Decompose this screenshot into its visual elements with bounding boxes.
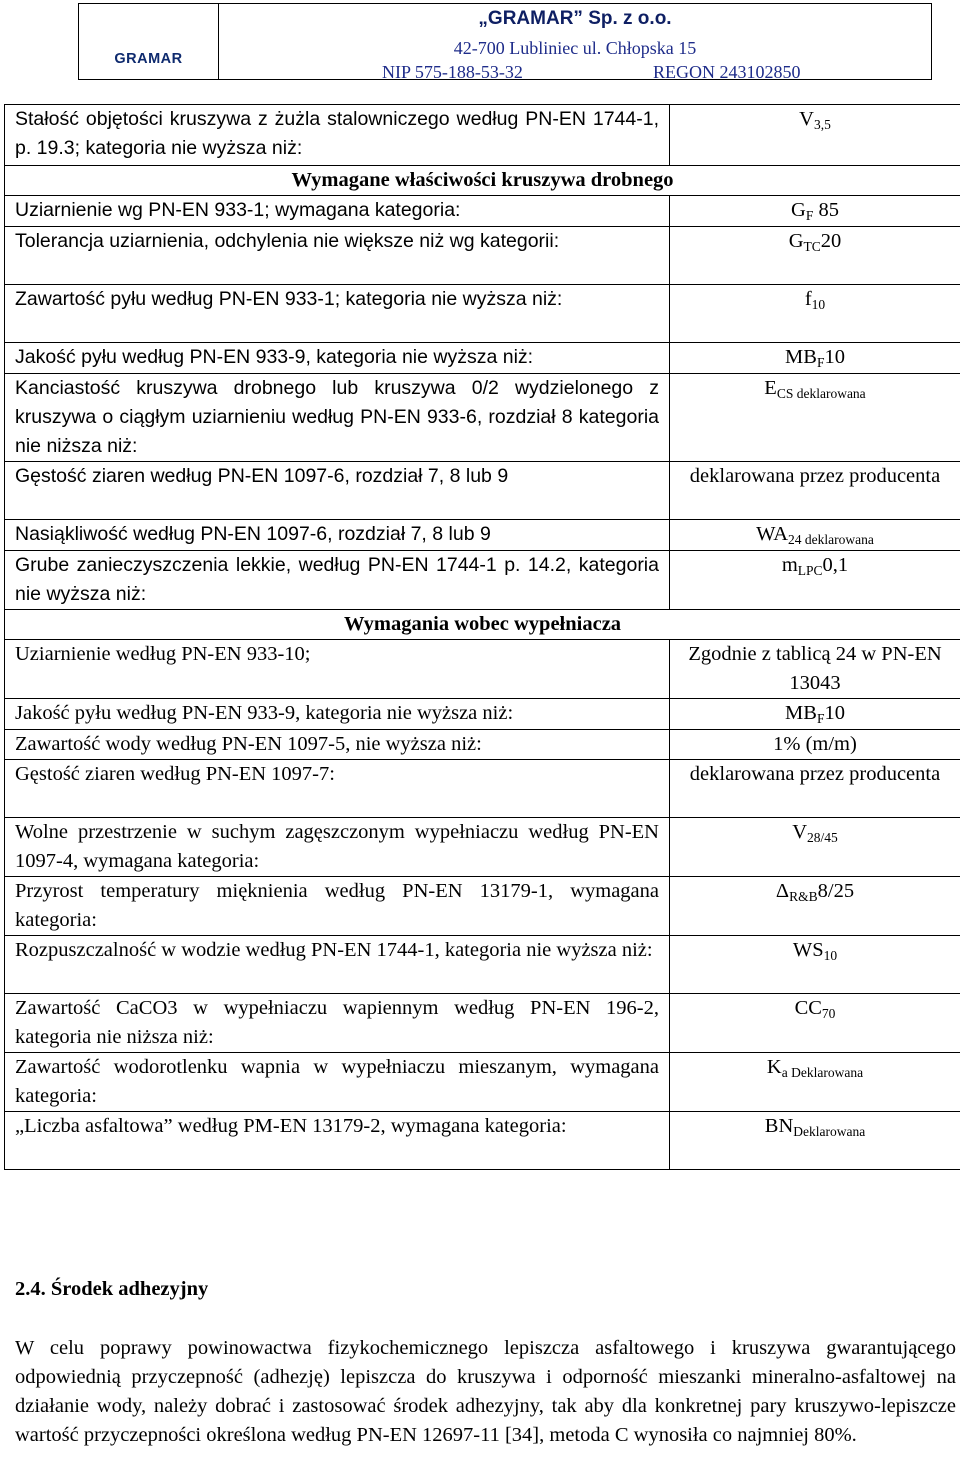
company-logo: [79, 4, 219, 79]
row-value: [670, 818, 960, 877]
table-row: [5, 196, 960, 227]
value-tail: 85: [813, 199, 839, 221]
table-row: [5, 520, 960, 551]
value-main: E: [764, 377, 777, 399]
company-regon: REGON 243102850: [653, 62, 801, 82]
row-value: [670, 105, 960, 166]
value-tail: 0,1: [822, 554, 849, 576]
row-value: [670, 343, 960, 374]
row-description: „Liczba asfaltowa” według PM-EN 13179-2, wymagana kategoria:: [5, 1112, 670, 1170]
company-info: [219, 4, 931, 82]
row-description: Jakość pyłu według PN-EN 933-9, kategoria nie wyższa niż:: [5, 699, 670, 730]
row-value: [670, 374, 960, 462]
row-description: Kanciastość kruszywa drobnego lub kruszywa 0/2 wydzielonego z kruszywa o ciągłym uziarnieniu według PN-EN 933-6, rozdział 8 kategoria nie niższa niż:: [5, 374, 670, 462]
row-value: [670, 699, 960, 730]
row-value: [670, 196, 960, 227]
table-row: [5, 551, 960, 610]
row-description: Gęstość ziaren według PN-EN 1097-7:: [5, 760, 670, 818]
row-value: deklarowana przez producenta: [670, 760, 960, 818]
section-title: 2.4. Środek adhezyjny: [15, 1278, 209, 1300]
requirements-table: [4, 104, 960, 1170]
value-main: Δ: [775, 880, 790, 902]
heading-fine-aggregate: Wymagane właściwości kruszywa drobnego: [5, 166, 960, 196]
company-nip: NIP 575-188-53-32: [382, 62, 523, 82]
row-description: Uziarnienie według PN-EN 933-10;: [5, 640, 670, 699]
row-description: Zawartość wody według PN-EN 1097-5, nie wyższa niż:: [5, 730, 670, 760]
value-main: CC: [794, 997, 822, 1019]
value-subscript: 24 deklarowana: [788, 532, 874, 547]
row-description: Wolne przestrzenie w suchym zagęszczonym wypełniaczu według PN-EN 1097-4, wymagana kategoria:: [5, 818, 670, 877]
value-subscript: F: [816, 711, 825, 726]
row-description: Rozpuszczalność w wodzie według PN-EN 1744-1, kategoria nie wyższa niż:: [5, 936, 670, 994]
value-subscript: 10: [811, 297, 826, 312]
table-row: [5, 227, 960, 285]
section-heading-row: [5, 166, 960, 196]
table-row: [5, 285, 960, 343]
value-tail: 10: [824, 702, 845, 724]
value-subscript: 28/45: [807, 830, 838, 845]
row-value: [670, 551, 960, 610]
row-value: Zgodnie z tablicą 24 w PN-EN 13043: [670, 640, 960, 699]
company-header: [78, 3, 932, 80]
value-subscript: 3,5: [813, 117, 831, 132]
row-description: Nasiąkliwość według PN-EN 1097-6, rozdział 7, 8 lub 9: [5, 520, 670, 551]
value-tail: 8/25: [817, 880, 855, 902]
value-main: G: [788, 230, 804, 252]
row-value: [670, 285, 960, 343]
value-subscript: 70: [821, 1006, 836, 1021]
row-value: [670, 1112, 960, 1170]
value-subscript: F: [805, 208, 814, 223]
table-row: [5, 462, 960, 520]
value-main: f: [804, 288, 812, 310]
table-row: [5, 818, 960, 877]
value-main: K: [766, 1056, 782, 1078]
row-description: Uziarnienie wg PN-EN 933-1; wymagana kategoria:: [5, 196, 670, 227]
row-value: [670, 1053, 960, 1112]
value-subscript: Deklarowana: [793, 1124, 866, 1139]
row-value: [670, 877, 960, 936]
row-value: [670, 994, 960, 1053]
value-subscript: F: [816, 355, 825, 370]
value-subscript: TC: [803, 239, 821, 254]
value-subscript: R&B: [789, 889, 818, 904]
row-description: Przyrost temperatury mięknienia według PN-EN 13179-1, wymagana kategoria:: [5, 877, 670, 936]
table-row: [5, 936, 960, 994]
row-value: [670, 520, 960, 551]
heading-filler: Wymagania wobec wypełniacza: [5, 610, 960, 640]
table-row: [5, 105, 960, 166]
table-row: [5, 699, 960, 730]
row-description: Zawartość CaCO3 w wypełniaczu wapiennym według PN-EN 196-2, kategoria nie niższa niż:: [5, 994, 670, 1053]
row-description: Zawartość pyłu według PN-EN 933-1; kategoria nie wyższa niż:: [5, 285, 670, 343]
value-main: m: [781, 554, 798, 576]
row-description: Jakość pyłu według PN-EN 933-9, kategoria nie wyższa niż:: [5, 343, 670, 374]
company-address: 42-700 Lubliniec ul. Chłopska 15: [453, 38, 697, 58]
value-main: BN: [764, 1115, 794, 1137]
value-main: WS: [792, 939, 824, 961]
value-subscript: a Deklarowana: [781, 1065, 864, 1080]
value-main: G: [791, 199, 806, 221]
row-value: [670, 936, 960, 994]
company-name: „GRAMAR” Sp. z o.o.: [478, 8, 672, 29]
row-description: Zawartość wodorotlenku wapnia w wypełniaczu mieszanym, wymagana kategoria:: [5, 1053, 670, 1112]
table-row: [5, 1112, 960, 1170]
table-row: [5, 994, 960, 1053]
table-row: [5, 730, 960, 760]
table-row: [5, 1053, 960, 1112]
value-subscript: 10: [823, 948, 838, 963]
value-main: V: [792, 821, 808, 843]
row-description: Tolerancja uziarnienia, odchylenia nie większe niż wg kategorii:: [5, 227, 670, 285]
row-value: [670, 227, 960, 285]
row-value: 1% (m/m): [670, 730, 960, 760]
value-main: WA: [756, 523, 789, 545]
section-paragraph: W celu poprawy powinowactwa fizykochemicznego lepiszcza asfaltowego i kruszywa gwarantującego odpowiednią przyczepność (adhezję) lepiszcza do kruszywa i odporność mieszanki mineralno-asfaltowej na działanie wody, należy dobrać i zastosować środek adhezyjny, tak aby dla konkretnej pary kruszywo-lepiszcze wartość przyczepności określona według PN-EN 12697-11 [34], metoda C wynosiła co najmniej 80%.: [15, 1337, 956, 1446]
row-value: deklarowana przez producenta: [670, 462, 960, 520]
row-description: Stałość objętości kruszywa z żużla stalowniczego według PN-EN 1744-1, p. 19.3; kategoria nie wyższa niż:: [5, 105, 670, 166]
value-tail: 10: [824, 346, 845, 368]
value-subscript: CS deklarowana: [776, 386, 866, 401]
row-description: Gęstość ziaren według PN-EN 1097-6, rozdział 7, 8 lub 9: [5, 462, 670, 520]
table-row: [5, 877, 960, 936]
value-tail: 20: [820, 230, 842, 252]
row-description: Grube zanieczyszczenia lekkie, według PN-EN 1744-1 p. 14.2, kategoria nie wyższa niż:: [5, 551, 670, 610]
value-main: MB: [785, 346, 817, 368]
table-row: [5, 343, 960, 374]
section-heading-row: [5, 610, 960, 640]
value-main: MB: [785, 702, 817, 724]
table-row: [5, 374, 960, 462]
table-row: [5, 640, 960, 699]
table-row: [5, 760, 960, 818]
logo-text: GRAMAR: [114, 50, 183, 67]
value-main: V: [799, 108, 814, 130]
value-subscript: LPC: [797, 563, 823, 578]
